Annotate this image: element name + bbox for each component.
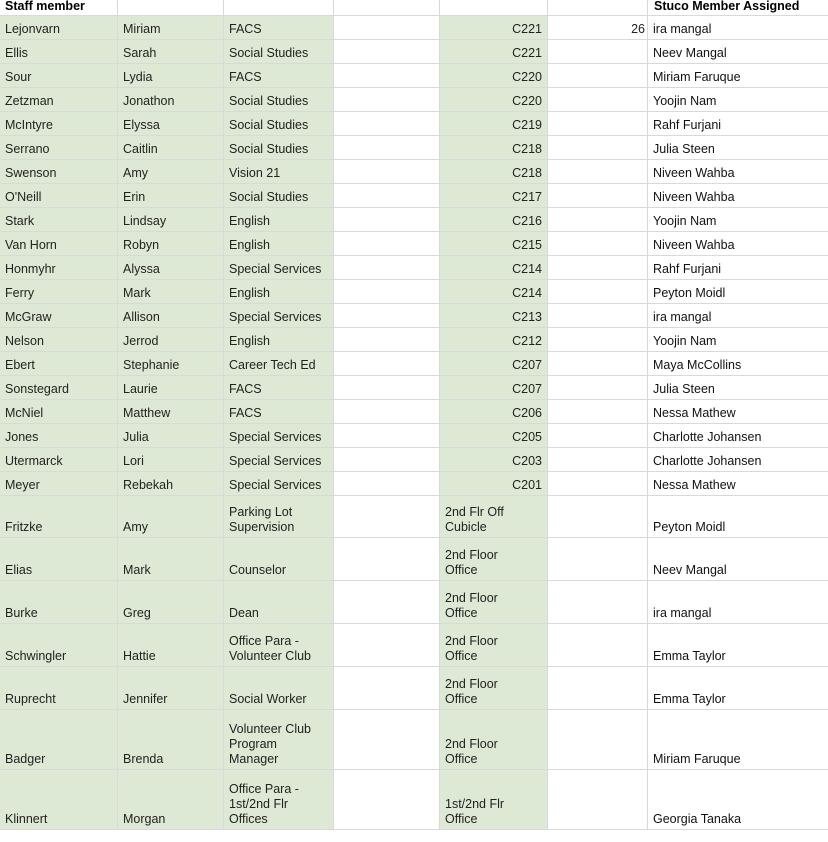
room-cell[interactable]: C219 — [440, 112, 548, 136]
table-row — [0, 400, 828, 424]
table-row — [0, 624, 828, 667]
stuco-member-cell[interactable]: Peyton Moidl — [648, 496, 828, 538]
empty-cell[interactable] — [334, 538, 440, 581]
room-cell[interactable]: C214 — [440, 280, 548, 304]
header-cell-empty[interactable] — [224, 0, 334, 16]
count-cell[interactable] — [548, 208, 648, 232]
department-cell[interactable]: Social Studies — [224, 136, 334, 160]
first-name-cell[interactable]: Julia — [118, 424, 224, 448]
stuco-member-cell[interactable]: Nessa Mathew — [648, 472, 828, 496]
table-row — [0, 160, 828, 184]
first-name-cell[interactable]: Alyssa — [118, 256, 224, 280]
last-name-cell[interactable]: Ellis — [0, 40, 118, 64]
header-cell-empty[interactable] — [440, 0, 548, 16]
department-cell[interactable]: Social Studies — [224, 40, 334, 64]
first-name-cell[interactable]: Brenda — [118, 710, 224, 770]
room-cell[interactable]: 2nd Floor Office — [440, 581, 548, 624]
room-cell[interactable]: C203 — [440, 448, 548, 472]
department-cell[interactable]: English — [224, 280, 334, 304]
first-name-cell[interactable]: Rebekah — [118, 472, 224, 496]
stuco-member-cell[interactable]: Emma Taylor — [648, 667, 828, 710]
empty-cell[interactable] — [334, 16, 440, 40]
last-name-cell[interactable]: Fritzke — [0, 496, 118, 538]
table-row — [0, 64, 828, 88]
last-name-cell[interactable]: Elias — [0, 538, 118, 581]
last-name-cell[interactable]: Lejonvarn — [0, 16, 118, 40]
last-name-cell[interactable]: Ruprecht — [0, 667, 118, 710]
room-cell[interactable]: C215 — [440, 232, 548, 256]
department-cell[interactable]: Parking Lot Supervision — [224, 496, 334, 538]
count-cell[interactable] — [548, 352, 648, 376]
first-name-cell[interactable]: Lori — [118, 448, 224, 472]
department-cell[interactable]: FACS — [224, 400, 334, 424]
table-body — [0, 16, 828, 830]
last-name-cell[interactable]: O'Neill — [0, 184, 118, 208]
room-cell[interactable]: 2nd Floor Office — [440, 624, 548, 667]
count-cell[interactable] — [548, 280, 648, 304]
table-row — [0, 256, 828, 280]
table-row — [0, 770, 828, 830]
stuco-member-cell[interactable]: Charlotte Johansen — [648, 448, 828, 472]
room-cell[interactable]: C218 — [440, 160, 548, 184]
empty-cell[interactable] — [334, 232, 440, 256]
department-cell[interactable]: Volunteer Club Program Manager — [224, 710, 334, 770]
department-cell[interactable]: Social Studies — [224, 112, 334, 136]
stuco-member-cell[interactable]: Neev Mangal — [648, 40, 828, 64]
table-row — [0, 581, 828, 624]
room-cell[interactable]: C221 — [440, 16, 548, 40]
stuco-member-cell[interactable]: Miriam Faruque — [648, 64, 828, 88]
count-cell[interactable] — [548, 624, 648, 667]
table-row — [0, 88, 828, 112]
department-cell[interactable]: Office Para - 1st/2nd Flr Offices — [224, 770, 334, 830]
department-cell[interactable]: Career Tech Ed — [224, 352, 334, 376]
count-cell[interactable] — [548, 472, 648, 496]
empty-cell[interactable] — [334, 472, 440, 496]
empty-cell[interactable] — [334, 496, 440, 538]
room-cell[interactable]: C220 — [440, 64, 548, 88]
department-cell[interactable]: Special Services — [224, 424, 334, 448]
count-cell[interactable] — [548, 581, 648, 624]
empty-cell[interactable] — [334, 112, 440, 136]
first-name-cell[interactable]: Jerrod — [118, 328, 224, 352]
stuco-member-cell[interactable]: Niveen Wahba — [648, 232, 828, 256]
header-stuco-assigned[interactable]: Stuco Member Assigned — [648, 0, 828, 16]
count-cell[interactable] — [548, 667, 648, 710]
empty-cell[interactable] — [334, 136, 440, 160]
stuco-member-cell[interactable]: ira mangal — [648, 304, 828, 328]
count-cell[interactable] — [548, 448, 648, 472]
department-cell[interactable]: Vision 21 — [224, 160, 334, 184]
table-row — [0, 112, 828, 136]
stuco-member-cell[interactable]: Niveen Wahba — [648, 184, 828, 208]
room-cell[interactable]: C201 — [440, 472, 548, 496]
stuco-member-cell[interactable]: Neev Mangal — [648, 538, 828, 581]
last-name-cell[interactable]: Badger — [0, 710, 118, 770]
last-name-cell[interactable]: McIntyre — [0, 112, 118, 136]
count-cell[interactable] — [548, 40, 648, 64]
last-name-cell[interactable]: Honmyhr — [0, 256, 118, 280]
last-name-cell[interactable]: Sour — [0, 64, 118, 88]
department-cell[interactable]: Special Services — [224, 256, 334, 280]
header-cell-empty[interactable] — [548, 0, 648, 16]
room-cell[interactable]: C214 — [440, 256, 548, 280]
department-cell[interactable]: Social Studies — [224, 88, 334, 112]
table-row — [0, 184, 828, 208]
count-cell[interactable] — [548, 770, 648, 830]
stuco-member-cell[interactable]: Maya McCollins — [648, 352, 828, 376]
room-cell[interactable]: C207 — [440, 352, 548, 376]
first-name-cell[interactable]: Laurie — [118, 376, 224, 400]
table-row — [0, 208, 828, 232]
count-cell[interactable] — [548, 256, 648, 280]
first-name-cell[interactable]: Morgan — [118, 770, 224, 830]
last-name-cell[interactable]: Burke — [0, 581, 118, 624]
empty-cell[interactable] — [334, 328, 440, 352]
last-name-cell[interactable]: Klinnert — [0, 770, 118, 830]
count-cell[interactable] — [548, 538, 648, 581]
empty-cell[interactable] — [334, 160, 440, 184]
empty-cell[interactable] — [334, 424, 440, 448]
stuco-member-cell[interactable]: Miriam Faruque — [648, 710, 828, 770]
stuco-member-cell[interactable]: Yoojin Nam — [648, 208, 828, 232]
last-name-cell[interactable]: Serrano — [0, 136, 118, 160]
room-cell[interactable]: C218 — [440, 136, 548, 160]
empty-cell[interactable] — [334, 352, 440, 376]
count-cell[interactable] — [548, 710, 648, 770]
stuco-member-cell[interactable]: Rahf Furjani — [648, 256, 828, 280]
first-name-cell[interactable]: Amy — [118, 496, 224, 538]
last-name-cell[interactable]: McNiel — [0, 400, 118, 424]
table-row — [0, 710, 828, 770]
room-cell[interactable]: 2nd Floor Office — [440, 667, 548, 710]
empty-cell[interactable] — [334, 581, 440, 624]
first-name-cell[interactable]: Greg — [118, 581, 224, 624]
last-name-cell[interactable]: Stark — [0, 208, 118, 232]
room-cell[interactable]: C221 — [440, 40, 548, 64]
stuco-member-cell[interactable]: Niveen Wahba — [648, 160, 828, 184]
count-cell[interactable]: 26 — [548, 16, 648, 40]
first-name-cell[interactable]: Allison — [118, 304, 224, 328]
first-name-cell[interactable]: Matthew — [118, 400, 224, 424]
room-cell[interactable]: C206 — [440, 400, 548, 424]
room-cell[interactable]: C205 — [440, 424, 548, 448]
department-cell[interactable]: English — [224, 208, 334, 232]
first-name-cell[interactable]: Miriam — [118, 16, 224, 40]
empty-cell[interactable] — [334, 208, 440, 232]
count-cell[interactable] — [548, 328, 648, 352]
table-row — [0, 472, 828, 496]
first-name-cell[interactable]: Jonathon — [118, 88, 224, 112]
stuco-member-cell[interactable]: Emma Taylor — [648, 624, 828, 667]
empty-cell[interactable] — [334, 667, 440, 710]
empty-cell[interactable] — [334, 88, 440, 112]
table-row — [0, 667, 828, 710]
table-row — [0, 538, 828, 581]
department-cell[interactable]: Dean — [224, 581, 334, 624]
room-cell[interactable]: 2nd Flr Off Cubicle — [440, 496, 548, 538]
count-cell[interactable] — [548, 304, 648, 328]
first-name-cell[interactable]: Elyssa — [118, 112, 224, 136]
department-cell[interactable]: Social Studies — [224, 184, 334, 208]
last-name-cell[interactable]: Van Horn — [0, 232, 118, 256]
first-name-cell[interactable]: Jennifer — [118, 667, 224, 710]
count-cell[interactable] — [548, 88, 648, 112]
table-row — [0, 376, 828, 400]
table-row — [0, 136, 828, 160]
first-name-cell[interactable]: Erin — [118, 184, 224, 208]
stuco-member-cell[interactable]: Julia Steen — [648, 376, 828, 400]
department-cell[interactable]: Special Services — [224, 448, 334, 472]
count-cell[interactable] — [548, 184, 648, 208]
empty-cell[interactable] — [334, 400, 440, 424]
first-name-cell[interactable]: Stephanie — [118, 352, 224, 376]
department-cell[interactable]: Counselor — [224, 538, 334, 581]
header-cell-empty[interactable] — [118, 0, 224, 16]
room-cell[interactable]: C212 — [440, 328, 548, 352]
empty-cell[interactable] — [334, 376, 440, 400]
last-name-cell[interactable]: Utermarck — [0, 448, 118, 472]
first-name-cell[interactable]: Hattie — [118, 624, 224, 667]
header-cell-empty[interactable] — [334, 0, 440, 16]
stuco-member-cell[interactable]: Nessa Mathew — [648, 400, 828, 424]
department-cell[interactable]: English — [224, 232, 334, 256]
room-cell[interactable]: C220 — [440, 88, 548, 112]
count-cell[interactable] — [548, 376, 648, 400]
first-name-cell[interactable]: Caitlin — [118, 136, 224, 160]
department-cell[interactable]: FACS — [224, 64, 334, 88]
last-name-cell[interactable]: Schwingler — [0, 624, 118, 667]
table-row — [0, 304, 828, 328]
first-name-cell[interactable]: Mark — [118, 538, 224, 581]
stuco-member-cell[interactable]: Peyton Moidl — [648, 280, 828, 304]
last-name-cell[interactable]: Sonstegard — [0, 376, 118, 400]
department-cell[interactable]: Social Worker — [224, 667, 334, 710]
empty-cell[interactable] — [334, 448, 440, 472]
empty-cell[interactable] — [334, 256, 440, 280]
table-row — [0, 232, 828, 256]
empty-cell[interactable] — [334, 304, 440, 328]
empty-cell[interactable] — [334, 770, 440, 830]
room-cell[interactable]: 2nd Floor Office — [440, 710, 548, 770]
table-row — [0, 424, 828, 448]
count-cell[interactable] — [548, 400, 648, 424]
empty-cell[interactable] — [334, 184, 440, 208]
stuco-member-cell[interactable]: Yoojin Nam — [648, 88, 828, 112]
stuco-member-cell[interactable]: ira mangal — [648, 16, 828, 40]
empty-cell[interactable] — [334, 40, 440, 64]
first-name-cell[interactable]: Lindsay — [118, 208, 224, 232]
count-cell[interactable] — [548, 136, 648, 160]
department-cell[interactable]: English — [224, 328, 334, 352]
last-name-cell[interactable]: Jones — [0, 424, 118, 448]
room-cell[interactable]: 1st/2nd Flr Office — [440, 770, 548, 830]
room-cell[interactable]: C217 — [440, 184, 548, 208]
department-cell[interactable]: Special Services — [224, 472, 334, 496]
last-name-cell[interactable]: McGraw — [0, 304, 118, 328]
department-cell[interactable]: FACS — [224, 16, 334, 40]
last-name-cell[interactable]: Swenson — [0, 160, 118, 184]
table-row — [0, 280, 828, 304]
department-cell[interactable]: FACS — [224, 376, 334, 400]
stuco-member-cell[interactable]: Rahf Furjani — [648, 112, 828, 136]
count-cell[interactable] — [548, 112, 648, 136]
first-name-cell[interactable]: Robyn — [118, 232, 224, 256]
header-staff-member[interactable]: Staff member — [0, 0, 118, 16]
count-cell[interactable] — [548, 64, 648, 88]
last-name-cell[interactable]: Meyer — [0, 472, 118, 496]
first-name-cell[interactable]: Sarah — [118, 40, 224, 64]
stuco-member-cell[interactable]: Julia Steen — [648, 136, 828, 160]
table-row — [0, 16, 828, 40]
table-row — [0, 328, 828, 352]
stuco-member-cell[interactable]: Charlotte Johansen — [648, 424, 828, 448]
table-row — [0, 352, 828, 376]
empty-cell[interactable] — [334, 280, 440, 304]
count-cell[interactable] — [548, 232, 648, 256]
count-cell[interactable] — [548, 160, 648, 184]
last-name-cell[interactable]: Ferry — [0, 280, 118, 304]
last-name-cell[interactable]: Nelson — [0, 328, 118, 352]
last-name-cell[interactable]: Zetzman — [0, 88, 118, 112]
count-cell[interactable] — [548, 496, 648, 538]
count-cell[interactable] — [548, 424, 648, 448]
department-cell[interactable]: Office Para - Volunteer Club — [224, 624, 334, 667]
header-row — [0, 0, 828, 16]
room-cell[interactable]: C213 — [440, 304, 548, 328]
first-name-cell[interactable]: Lydia — [118, 64, 224, 88]
table-row — [0, 448, 828, 472]
department-cell[interactable]: Special Services — [224, 304, 334, 328]
empty-cell[interactable] — [334, 710, 440, 770]
first-name-cell[interactable]: Mark — [118, 280, 224, 304]
first-name-cell[interactable]: Amy — [118, 160, 224, 184]
stuco-member-cell[interactable]: Georgia Tanaka — [648, 770, 828, 830]
empty-cell[interactable] — [334, 624, 440, 667]
empty-cell[interactable] — [334, 64, 440, 88]
room-cell[interactable]: C216 — [440, 208, 548, 232]
room-cell[interactable]: 2nd Floor Office — [440, 538, 548, 581]
table-row — [0, 40, 828, 64]
last-name-cell[interactable]: Ebert — [0, 352, 118, 376]
room-cell[interactable]: C207 — [440, 376, 548, 400]
stuco-member-cell[interactable]: Yoojin Nam — [648, 328, 828, 352]
table-row — [0, 496, 828, 538]
stuco-member-cell[interactable]: ira mangal — [648, 581, 828, 624]
